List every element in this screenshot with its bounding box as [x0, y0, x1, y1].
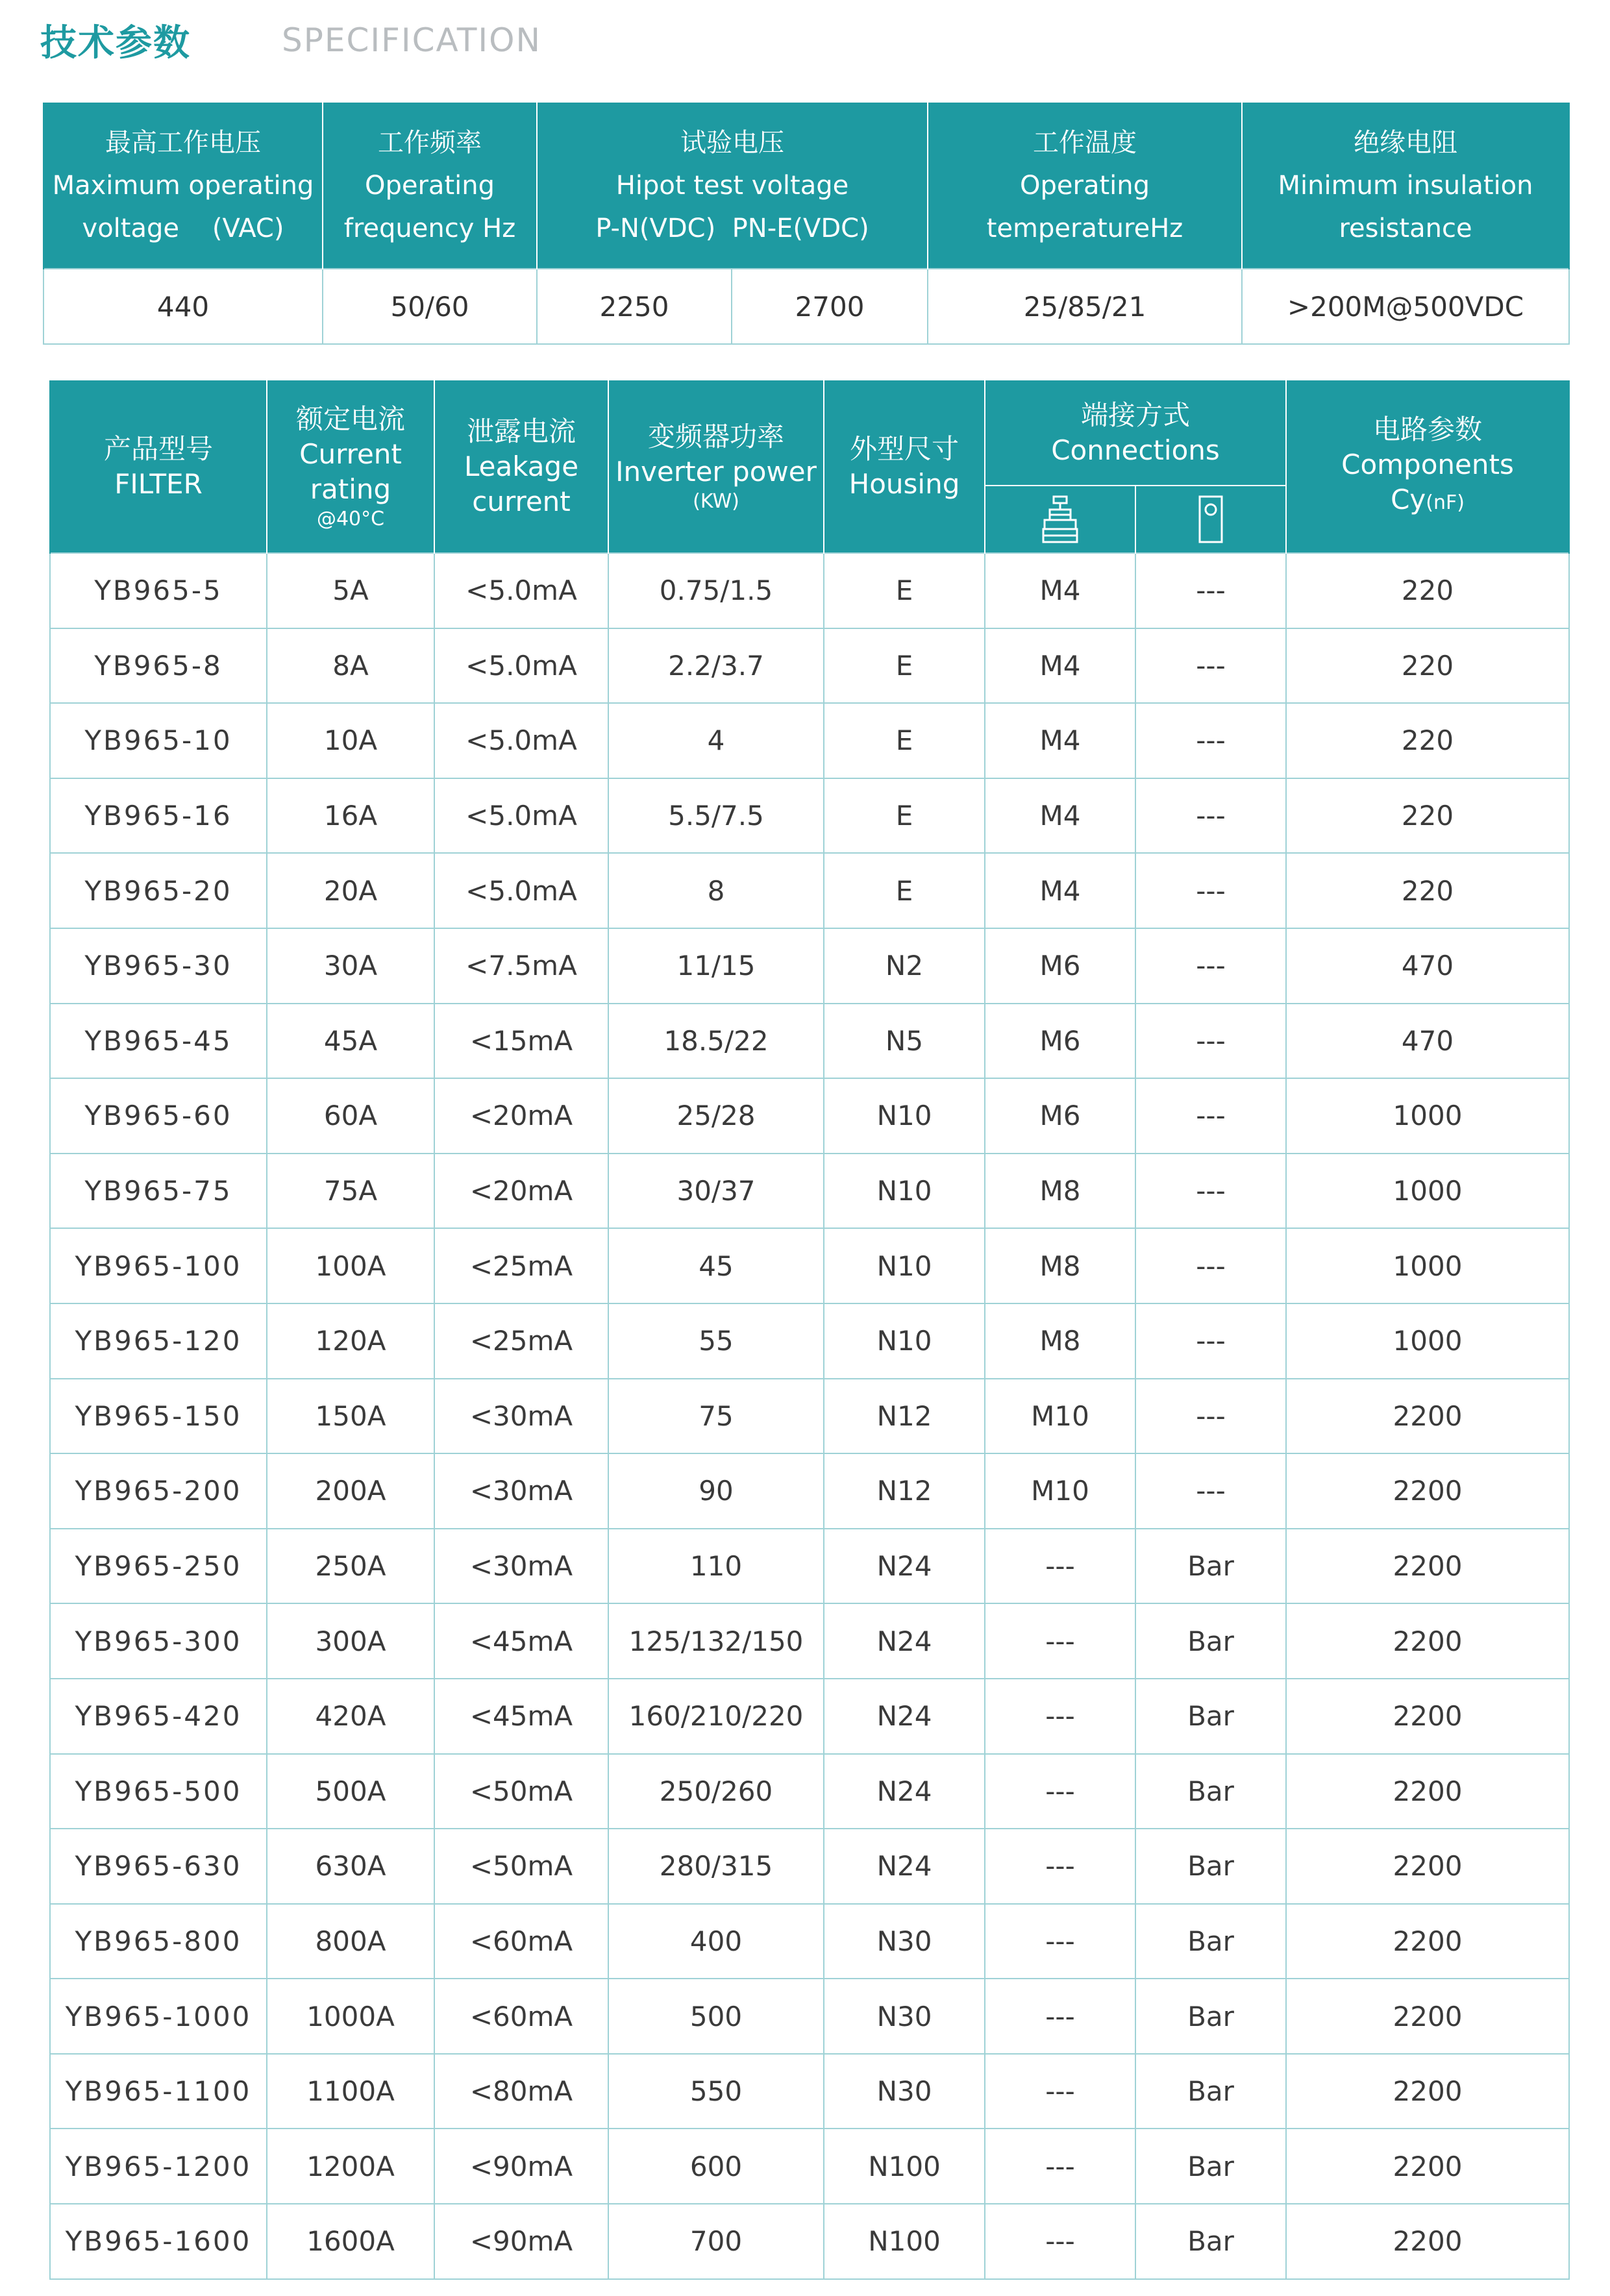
cell-current: 800A: [267, 1904, 434, 1979]
cell-leakage: <30mA: [434, 1379, 608, 1454]
table-row: [50, 628, 1569, 704]
cell-components: 2200: [1286, 1603, 1569, 1679]
table-row: [50, 1829, 1569, 1904]
cell-screw: ---: [985, 1529, 1135, 1604]
cell-components: 2200: [1286, 2054, 1569, 2129]
header-max-voltage: 最高工作电压 Maximum operating voltage (VAC): [43, 103, 323, 269]
cell-components: 2200: [1286, 1979, 1569, 2054]
cell-housing: N12: [824, 1379, 985, 1454]
cell-housing: E: [824, 628, 985, 704]
cell-bar: Bar: [1135, 1754, 1286, 1829]
cell-bar: ---: [1135, 1453, 1286, 1529]
cell-housing: E: [824, 778, 985, 854]
cell-model: YB965-420: [50, 1679, 267, 1754]
cell-inverter: 2.2/3.7: [608, 628, 824, 704]
header-housing: 外型尺寸 Housing: [824, 380, 985, 553]
cell-model: YB965-150: [50, 1379, 267, 1454]
busbar-terminal-icon: [1135, 486, 1286, 553]
cell-current: 300A: [267, 1603, 434, 1679]
cell-bar: Bar: [1135, 1979, 1286, 2054]
cell-inverter: 600: [608, 2129, 824, 2204]
table-row: [50, 928, 1569, 1004]
table-row: [50, 703, 1569, 778]
cell-inverter: 11/15: [608, 928, 824, 1004]
value-voltage: 440: [43, 269, 323, 344]
cell-leakage: <20mA: [434, 1154, 608, 1229]
cell-bar: ---: [1135, 1379, 1286, 1454]
cell-components: 2200: [1286, 2129, 1569, 2204]
cell-screw: M10: [985, 1453, 1135, 1529]
cell-bar: ---: [1135, 628, 1286, 704]
cell-inverter: 25/28: [608, 1078, 824, 1154]
cell-components: 2200: [1286, 1904, 1569, 1979]
cell-model: YB965-800: [50, 1904, 267, 1979]
cell-screw: ---: [985, 1904, 1135, 1979]
cell-components: 2200: [1286, 1379, 1569, 1454]
cell-model: YB965-1200: [50, 2129, 267, 2204]
table-row: [50, 1529, 1569, 1604]
table-row: [50, 1078, 1569, 1154]
cell-screw: ---: [985, 1754, 1135, 1829]
header-hipot-voltage: 试验电压 Hipot test voltage P-N(VDC) PN-E(VDC): [537, 103, 928, 269]
cell-leakage: <50mA: [434, 1829, 608, 1904]
cell-model: YB965-20: [50, 853, 267, 928]
header-temperature: 工作温度 Operating temperatureHz: [928, 103, 1242, 269]
cell-screw: ---: [985, 1603, 1135, 1679]
table-row: [50, 1979, 1569, 2054]
value-insulation: >200M@500VDC: [1242, 269, 1569, 344]
cell-screw: M6: [985, 1004, 1135, 1079]
cell-inverter: 18.5/22: [608, 1004, 824, 1079]
cell-leakage: <7.5mA: [434, 928, 608, 1004]
cell-leakage: <5.0mA: [434, 553, 608, 628]
cell-housing: N24: [824, 1679, 985, 1754]
table-row: [50, 2054, 1569, 2129]
cell-housing: N10: [824, 1078, 985, 1154]
cell-inverter: 30/37: [608, 1154, 824, 1229]
cell-bar: Bar: [1135, 1829, 1286, 1904]
cell-components: 2200: [1286, 1829, 1569, 1904]
cell-leakage: <5.0mA: [434, 628, 608, 704]
cell-housing: N30: [824, 1904, 985, 1979]
table-row: [50, 1453, 1569, 1529]
cell-inverter: 55: [608, 1303, 824, 1379]
screw-terminal-icon: [985, 486, 1135, 553]
cell-current: 250A: [267, 1529, 434, 1604]
cell-model: YB965-300: [50, 1603, 267, 1679]
cell-screw: M4: [985, 628, 1135, 704]
value-frequency: 50/60: [323, 269, 537, 344]
cell-model: YB965-200: [50, 1453, 267, 1529]
cell-current: 1200A: [267, 2129, 434, 2204]
cell-inverter: 160/210/220: [608, 1679, 824, 1754]
cell-bar: Bar: [1135, 1679, 1286, 1754]
cell-components: 2200: [1286, 1754, 1569, 1829]
cell-bar: Bar: [1135, 2204, 1286, 2279]
cell-inverter: 400: [608, 1904, 824, 1979]
cell-screw: M4: [985, 553, 1135, 628]
cell-current: 60A: [267, 1078, 434, 1154]
cell-components: 2200: [1286, 1529, 1569, 1604]
cell-leakage: <5.0mA: [434, 703, 608, 778]
cell-current: 1100A: [267, 2054, 434, 2129]
cell-model: YB965-16: [50, 778, 267, 854]
cell-housing: N12: [824, 1453, 985, 1529]
cell-bar: ---: [1135, 1303, 1286, 1379]
cell-model: YB965-45: [50, 1004, 267, 1079]
cell-components: 220: [1286, 628, 1569, 704]
cell-bar: ---: [1135, 703, 1286, 778]
cell-bar: ---: [1135, 1228, 1286, 1303]
cell-inverter: 700: [608, 2204, 824, 2279]
cell-bar: ---: [1135, 553, 1286, 628]
cell-current: 10A: [267, 703, 434, 778]
cell-model: YB965-1100: [50, 2054, 267, 2129]
cell-bar: Bar: [1135, 2129, 1286, 2204]
cell-screw: ---: [985, 2129, 1135, 2204]
cell-inverter: 5.5/7.5: [608, 778, 824, 854]
cell-model: YB965-5: [50, 553, 267, 628]
header-inverter-power: 变频器功率 Inverter power (KW): [608, 380, 824, 553]
cell-components: 470: [1286, 928, 1569, 1004]
cell-components: 1000: [1286, 1228, 1569, 1303]
table-row: [50, 1228, 1569, 1303]
cell-bar: ---: [1135, 853, 1286, 928]
cell-inverter: 8: [608, 853, 824, 928]
cell-current: 8A: [267, 628, 434, 704]
cell-bar: Bar: [1135, 2054, 1286, 2129]
model-spec-table: [49, 380, 1570, 2280]
cell-screw: M4: [985, 703, 1135, 778]
cell-current: 16A: [267, 778, 434, 854]
cell-leakage: <25mA: [434, 1303, 608, 1379]
general-spec-table: [43, 103, 1570, 345]
table-row: [50, 2129, 1569, 2204]
cell-current: 150A: [267, 1379, 434, 1454]
cell-model: YB965-250: [50, 1529, 267, 1604]
table-row: [50, 1679, 1569, 1754]
cell-housing: N10: [824, 1154, 985, 1229]
cell-model: YB965-630: [50, 1829, 267, 1904]
cell-components: 220: [1286, 553, 1569, 628]
cell-bar: ---: [1135, 1078, 1286, 1154]
cell-bar: Bar: [1135, 1529, 1286, 1604]
cell-components: 220: [1286, 853, 1569, 928]
header-leakage-current: 泄露电流 Leakage current: [434, 380, 608, 553]
cell-housing: N24: [824, 1603, 985, 1679]
cell-screw: ---: [985, 2204, 1135, 2279]
cell-current: 45A: [267, 1004, 434, 1079]
cell-housing: N5: [824, 1004, 985, 1079]
table-row: [50, 1754, 1569, 1829]
cell-screw: ---: [985, 1979, 1135, 2054]
cell-components: 1000: [1286, 1303, 1569, 1379]
cell-inverter: 90: [608, 1453, 824, 1529]
cell-current: 1600A: [267, 2204, 434, 2279]
cell-housing: N30: [824, 1979, 985, 2054]
cell-inverter: 550: [608, 2054, 824, 2129]
cell-components: 220: [1286, 703, 1569, 778]
cell-housing: E: [824, 853, 985, 928]
cell-components: 1000: [1286, 1078, 1569, 1154]
cell-screw: ---: [985, 2054, 1135, 2129]
cell-screw: M6: [985, 928, 1135, 1004]
cell-leakage: <15mA: [434, 1004, 608, 1079]
cell-components: 2200: [1286, 1453, 1569, 1529]
table-row: [50, 2204, 1569, 2279]
cell-leakage: <90mA: [434, 2129, 608, 2204]
cell-components: 2200: [1286, 1679, 1569, 1754]
cell-current: 200A: [267, 1453, 434, 1529]
table-row: [50, 1154, 1569, 1229]
cell-model: YB965-120: [50, 1303, 267, 1379]
value-hipot-pne: 2700: [732, 269, 928, 344]
cell-screw: M10: [985, 1379, 1135, 1454]
cell-inverter: 125/132/150: [608, 1603, 824, 1679]
cell-inverter: 110: [608, 1529, 824, 1604]
cell-current: 5A: [267, 553, 434, 628]
header-components: 电路参数 Components Cy(nF): [1286, 380, 1569, 553]
cell-model: YB965-60: [50, 1078, 267, 1154]
cell-current: 120A: [267, 1303, 434, 1379]
cell-leakage: <60mA: [434, 1979, 608, 2054]
table-row: [50, 1379, 1569, 1454]
cell-inverter: 45: [608, 1228, 824, 1303]
table-row: [50, 1904, 1569, 1979]
cell-current: 1000A: [267, 1979, 434, 2054]
title-chinese: 技术参数: [40, 22, 191, 64]
cell-leakage: <30mA: [434, 1453, 608, 1529]
cell-housing: N10: [824, 1303, 985, 1379]
cell-inverter: 280/315: [608, 1829, 824, 1904]
cell-bar: Bar: [1135, 1603, 1286, 1679]
cell-model: YB965-1000: [50, 1979, 267, 2054]
cell-screw: M8: [985, 1228, 1135, 1303]
cell-bar: ---: [1135, 928, 1286, 1004]
cell-current: 420A: [267, 1679, 434, 1754]
header-filter: 产品型号 FILTER: [50, 380, 267, 553]
cell-leakage: <5.0mA: [434, 778, 608, 854]
cell-components: 220: [1286, 778, 1569, 854]
cell-leakage: <20mA: [434, 1078, 608, 1154]
cell-model: YB965-30: [50, 928, 267, 1004]
cell-housing: N2: [824, 928, 985, 1004]
cell-leakage: <90mA: [434, 2204, 608, 2279]
cell-housing: N24: [824, 1829, 985, 1904]
title-english: SPECIFICATION: [282, 21, 541, 59]
cell-housing: N100: [824, 2129, 985, 2204]
cell-bar: Bar: [1135, 1904, 1286, 1979]
cell-current: 20A: [267, 853, 434, 928]
header-connections: 端接方式 Connections: [985, 380, 1286, 486]
cell-leakage: <45mA: [434, 1603, 608, 1679]
cell-leakage: <50mA: [434, 1754, 608, 1829]
cell-model: YB965-100: [50, 1228, 267, 1303]
table-row: [50, 553, 1569, 628]
cell-leakage: <45mA: [434, 1679, 608, 1754]
cell-current: 630A: [267, 1829, 434, 1904]
value-hipot-pn: 2250: [537, 269, 732, 344]
cell-components: 1000: [1286, 1154, 1569, 1229]
cell-bar: ---: [1135, 1004, 1286, 1079]
header-insulation: 绝缘电阻 Minimum insulation resistance: [1242, 103, 1569, 269]
cell-housing: N100: [824, 2204, 985, 2279]
cell-screw: ---: [985, 1829, 1135, 1904]
cell-bar: ---: [1135, 1154, 1286, 1229]
cell-housing: N30: [824, 2054, 985, 2129]
cell-screw: M4: [985, 778, 1135, 854]
cell-leakage: <30mA: [434, 1529, 608, 1604]
header-current-rating: 额定电流 Current rating @40°C: [267, 380, 434, 553]
cell-model: YB965-8: [50, 628, 267, 704]
cell-screw: M4: [985, 853, 1135, 928]
table-row: [50, 1303, 1569, 1379]
header-frequency: 工作频率 Operating frequency Hz: [323, 103, 537, 269]
cell-model: YB965-500: [50, 1754, 267, 1829]
cell-housing: N10: [824, 1228, 985, 1303]
cell-bar: ---: [1135, 778, 1286, 854]
cell-current: 100A: [267, 1228, 434, 1303]
cell-current: 75A: [267, 1154, 434, 1229]
cell-current: 30A: [267, 928, 434, 1004]
cell-screw: M8: [985, 1303, 1135, 1379]
cell-screw: M6: [985, 1078, 1135, 1154]
cell-housing: E: [824, 703, 985, 778]
cell-inverter: 4: [608, 703, 824, 778]
cell-model: YB965-10: [50, 703, 267, 778]
table-row: [50, 853, 1569, 928]
cell-current: 500A: [267, 1754, 434, 1829]
page-header: [40, 14, 541, 66]
cell-housing: E: [824, 553, 985, 628]
cell-screw: ---: [985, 1679, 1135, 1754]
cell-screw: M8: [985, 1154, 1135, 1229]
cell-leakage: <80mA: [434, 2054, 608, 2129]
cell-inverter: 0.75/1.5: [608, 553, 824, 628]
cell-leakage: <25mA: [434, 1228, 608, 1303]
value-temperature: 25/85/21: [928, 269, 1242, 344]
cell-components: 470: [1286, 1004, 1569, 1079]
cell-inverter: 250/260: [608, 1754, 824, 1829]
cell-inverter: 500: [608, 1979, 824, 2054]
cell-housing: N24: [824, 1529, 985, 1604]
table-row: [43, 269, 1569, 344]
table-row: [50, 1004, 1569, 1079]
cell-model: YB965-75: [50, 1154, 267, 1229]
cell-components: 2200: [1286, 2204, 1569, 2279]
table-row: [50, 1603, 1569, 1679]
cell-model: YB965-1600: [50, 2204, 267, 2279]
cell-leakage: <5.0mA: [434, 853, 608, 928]
cell-leakage: <60mA: [434, 1904, 608, 1979]
table-row: [50, 778, 1569, 854]
cell-inverter: 75: [608, 1379, 824, 1454]
cell-housing: N24: [824, 1754, 985, 1829]
